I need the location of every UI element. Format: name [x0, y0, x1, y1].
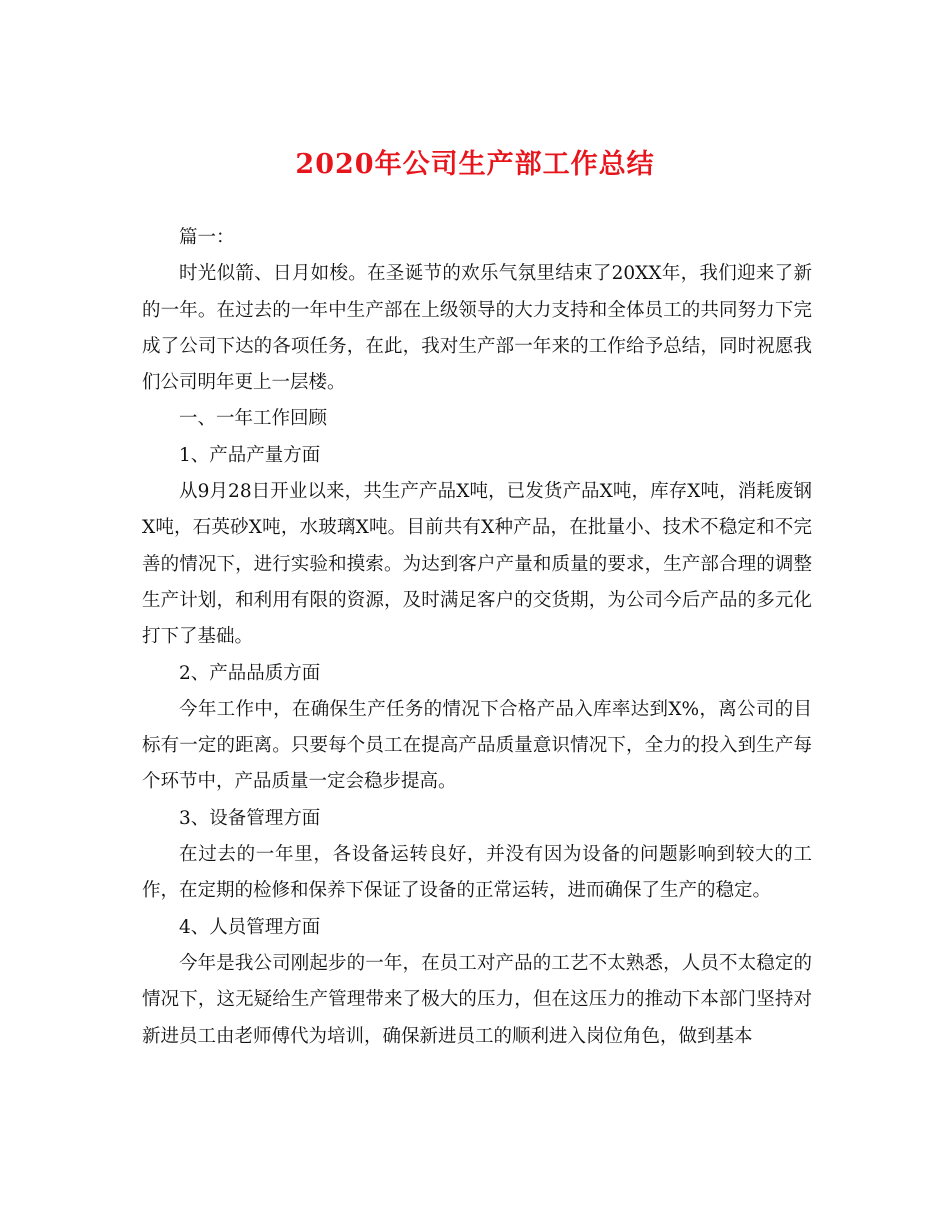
subsection-heading: 3、设备管理方面: [179, 807, 321, 829]
paragraph-part-heading: 篇一：: [179, 227, 235, 248]
paragraph-personnel: 今年是我公司刚起步的一年，在员工对产品的工艺不太熟悉，人员不太稳定的情况下，这无疑给生产管理带来了极大的压力，但在这压力的推动下本部门坚持对新进员工由老师傅代为培训，确保新进员工的顺利进入岗位角色，做到基本: [142, 952, 812, 1047]
document-title: 2020年公司生产部工作总结: [295, 149, 655, 180]
paragraph-output: 从9月28日开业以来，共生产产品X吨，已发货产品X吨，库存X吨，消耗废钢X吨，石英砂X吨，水玻璃X吨。目前共有X种产品，在批量小、技术不稳定和不完善的情况下，进行实验和摸索。为达到客户产量和质量的要求，生产部合理的调整生产计划，和利用有限的资源，及时满足客户的交货期，为公司今后产品的多元化打下了基础。: [142, 481, 812, 648]
subsection-heading: 4、人员管理方面: [179, 916, 321, 938]
paragraph-quality: 今年工作中，在确保生产任务的情况下合格产品入库率达到X%，离公司的目标有一定的距离。只要每个员工在提高产品质量意识情况下，全力的投入到生产每个环节中，产品质量一定会稳步提高。: [142, 698, 812, 793]
section-heading: 一、一年工作回顾: [179, 408, 328, 430]
subsection-heading: 1、产品产量方面: [179, 444, 321, 466]
subsection-heading: 2、产品品质方面: [179, 662, 321, 684]
document-body: [142, 220, 812, 1055]
paragraph-equipment: 在过去的一年里，各设备运转良好，并没有因为设备的问题影响到较大的工作，在定期的检修和保养下保证了设备的正常运转，进而确保了生产的稳定。: [142, 844, 812, 902]
paragraph-intro: 时光似箭、日月如梭。在圣诞节的欢乐气氛里结束了20XX年，我们迎来了新的一年。在过去的一年中生产部在上级领导的大力支持和全体员工的共同努力下完成了公司下达的各项任务，在此，我对生产部一年来的工作给予总结，同时祝愿我们公司明年更上一层楼。: [142, 263, 812, 394]
